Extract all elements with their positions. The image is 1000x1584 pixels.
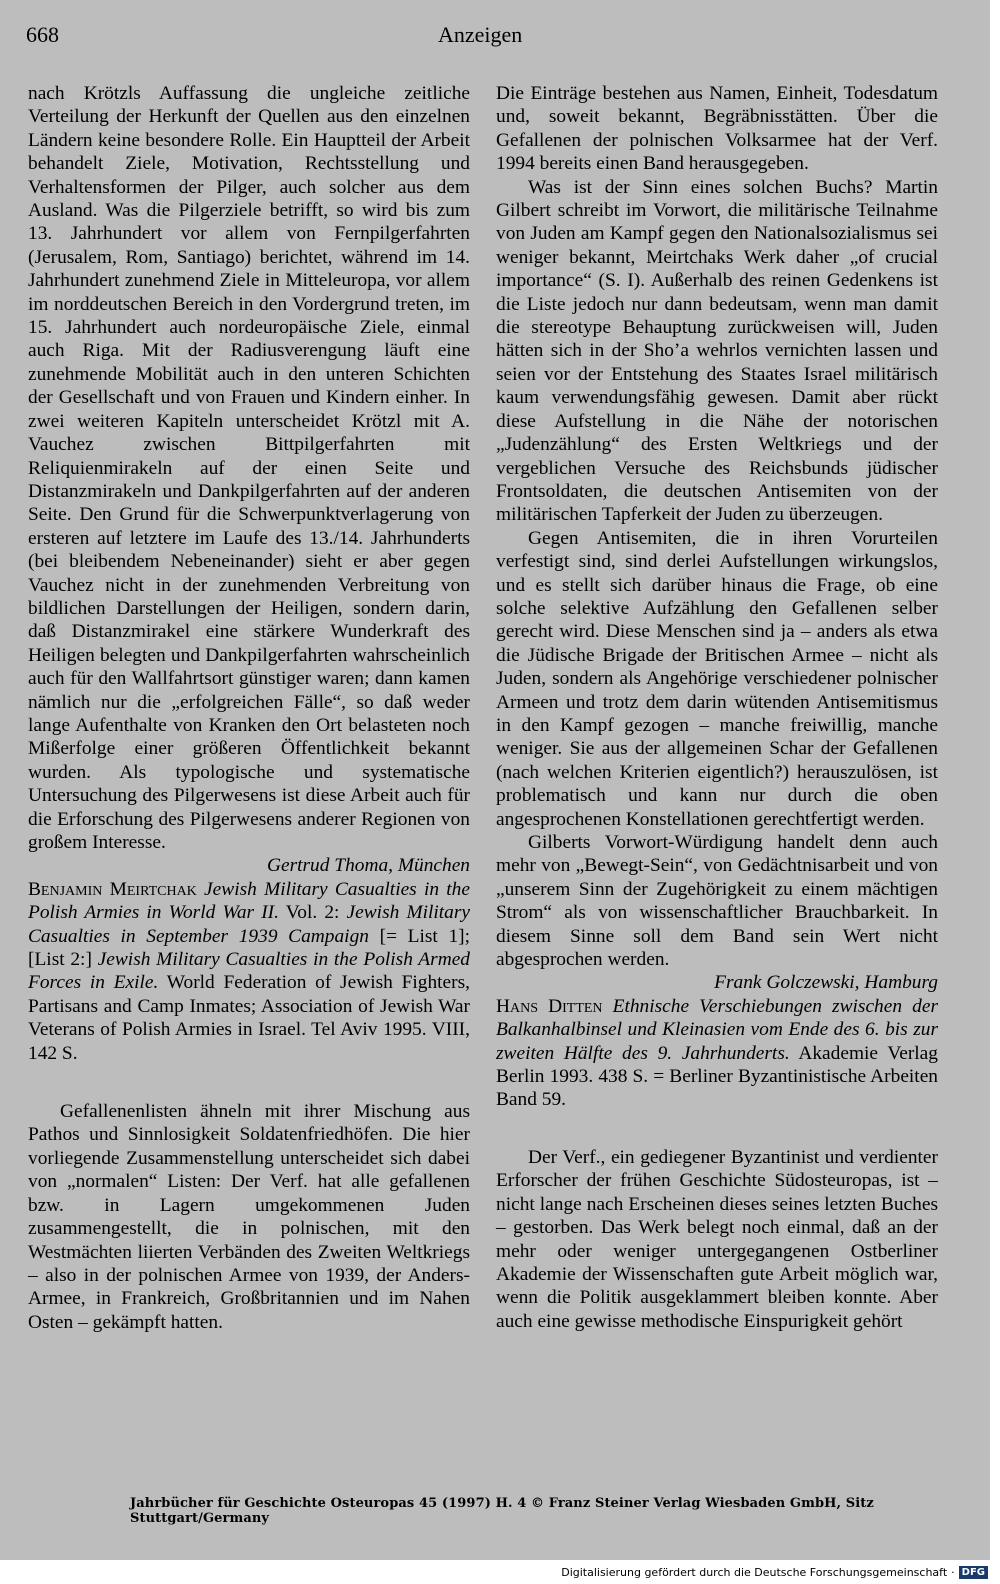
review2-body-p2: Was ist der Sinn eines solchen Buchs? Martin Gilbert schreibt im Vorwort, die militärische Teilnahme von Juden am Kampf gegen den Nationalsozialismus sei weniger bekannt, Meirtchaks Werk daher „of crucial importance“ (S. I). Außerhalb des reinen Gedenkens ist die Liste jedoch nur dann bedeutsam, wenn man damit die stereotype Behauptung zurückweisen will, Juden hätten sich in der Sho’a wehrlos vernichten lassen und seien vor der Entstehung des Staates Israel militärisch kaum verwendungsfähig gewesen. Damit aber rückt diese Aufstellung in die Nähe der notorischen „Judenzählung“ des Ersten Weltkriegs und der vergeblichen Versuche des Reichsbunds jüdischer Frontsoldaten, die deutschen Antisemiten von der militärischen Tapferkeit der Juden zu überzeugen. [496, 176, 938, 526]
review3-publication: Akademie Verlag Berlin 1993. 438 S. = Berliner Byzantinistische Arbeiten Band 59. [496, 1042, 938, 1111]
running-head: Anzeigen [438, 22, 523, 47]
review2-title-a: Jewish Military Casualties in the Polish Armies in World War II. [28, 878, 470, 924]
spacer [496, 1112, 938, 1146]
review2-body-p1: Gefallenenlisten ähneln mit ihrer Mischung aus Pathos und Sinnlosigkeit Soldatenfriedhöfen. Die hier vorliegende Zusammenstellung unterscheidet sich dabei von „normalen“ Listen: Der Verf. hat alle gefallenen bzw. in Lagern umgekommenen Juden zusammengestellt, die in polnischen, mit den Westmächten liierten Verbänden des Zweiten Weltkriegs – also in der polnischen Armee von 1939, der Anders-Armee, in Frankreich, Großbritannien und im Nahen Osten – gekämpft hatten. [28, 1101, 470, 1333]
review2-author: Benjamin Meirtchak [28, 878, 197, 900]
digitization-text: Digitalisierung gefördert durch die Deutsche Forschungsgemeinschaft [561, 1566, 948, 1579]
review2-signature: Frank Golczewski, Hamburg [714, 972, 938, 994]
journal-citation-footer: Jahrbücher für Geschichte Osteuropas 45 (1997) H. 4 © Franz Steiner Verlag Wiesbaden GmbH, Sitz Stuttgart/Germany [130, 1496, 874, 1526]
review1-body: nach Krötzls Auffassung die ungleiche zeitliche Verteilung der Herkunft der Quellen aus den einzelnen Ländern keine besondere Rolle. Ein Hauptteil der Arbeit behandelt Ziele, Motivation, Rechtsstellung und Verhaltensformen der Pilger, auch solcher aus dem Ausland. Was die Pilgerziele betrifft, so wird bis zum 13. Jahrhundert vor allem von Fernpilgerfahrten (Jerusalem, Rom, Santiago) berichtet, während im 14. Jahrhundert zunehmend Ziele in Mitteleuropa, vor allem im norddeutschen Bereich in den Vordergrund treten, im 15. Jahrhundert auch nordeuropäische Ziele, einmal auch Riga. Mit der Radiusverengung läuft eine zunehmende Mobilität auch in den unteren Schichten der Gesellschaft und von Frauen und Kindern einher. In zwei weiteren Kapiteln unterscheidet Krötzl mit A. Vauchez zwischen Bittpilgerfahrten mit Reliquienmirakeln auf der einen Seite und Distanzmirakeln und Dankpilgerfahrten auf der anderen Seite. Den Grund für die Schwerpunktverlagerung von ersteren auf letztere im Laufe des 13./14. Jahrhunderts (bei bleibendem Nebeneinander) sieht er aber gegen Vauchez nicht in der zunehmenden Verbreitung von bildlichen Darstellungen der Heiligen, sondern darin, daß Distanzmirakel eine stärkere Wunderkraft des Heiligen belegten und Dankpilgerfahrten wahrscheinlich auch für den Wallfahrtsort günstiger waren; dann kamen nämlich nur die „erfolgreichen Fälle“, so daß weder lange Aufenthalte von Kranken den Ort belasteten noch Mißerfolge einer größeren Öffentlichkeit bekannt wurden. Als typologische und systematische Untersuchung des Pilgerwesens ist diese Arbeit auch für die Erforschung des Pilgerwesens anderer Regionen von großem Interesse. [28, 83, 470, 853]
review3-title: Ethnische Verschiebungen zwischen der Balkanhalbinsel und Kleinasien vom Ende des 6. bis zur zweiten Hälfte des 9. Jahrhunderts. [496, 995, 938, 1064]
review2-body-p1-continued: Die Einträge bestehen aus Namen, Einheit, Todesdatum und, soweit bekannt, Begräbnisstätten. Über die Gefallenen der polnischen Volksarmee hat der Verf. 1994 bereits einen Band herausgegeben. [496, 83, 938, 175]
review2-body-p3: Gegen Antisemiten, die in ihren Vorurteilen verfestigt sind, sind derlei Aufstellungen wirkungslos, und es stellt sich darüber hinaus die Frage, ob eine solche selektive Aufzählung den Gefallenen selber gerecht wird. Diese Menschen sind ja – anders als etwa die Jüdische Brigade der Britischen Armee – nicht als Juden, sondern als Angehörige verschiedener polnischer Armeen und trotz dem darin wütenden Antisemitismus in den Kampf gezogen – manche freiwillig, manche weniger. Sie aus der allgemeinen Schar der Gefallenen (nach welchen Kriterien eigentlich?) herauszulösen, ist problematisch und kann nur durch die oben angesprochenen Konstellationen gerechtfertigt werden. [496, 527, 938, 830]
review2-volume: Vol. 2: [278, 902, 347, 924]
dfg-logo: DFG [959, 1566, 988, 1579]
review2-bibliography [28, 878, 470, 1065]
review2-publication: World Federation of Jewish Fighters, Partisans and Camp Inmates; Association of Jewish War Veterans of Polish Armies in Israel. Tel Aviv 1995. VIII, 142 S. [28, 972, 470, 1064]
review1-signature: Gertrud Thoma, München [266, 855, 470, 877]
review2-title-b: Jewish Military Casualties in September 1939 Campaign [28, 902, 470, 947]
spacer [28, 1065, 470, 1100]
review2-title-c: Jewish Military Casualties in the Polish Armed Forces in Exile. [28, 949, 470, 994]
left-column [28, 82, 470, 1334]
digitization-note: Digitalisierung gefördert durch die Deutsche Forschungsgemeinschaft · DFG [561, 1566, 988, 1579]
review3-body-p1: Der Verf., ein gediegener Byzantinist und verdienter Erforscher der frühen Geschichte Südosteuropas, ist – nicht lange nach Erscheinen dieses seines letzten Buches – gestorben. Das Werk belegt noch einmal, daß an der mehr oder weniger untergegangenen Ostberliner Akademie der Wissenschaften gute Arbeit möglich war, wenn die Politik ausgeklammert bleiben konnte. Aber auch eine gewisse methodische Einspurigkeit gehört [496, 1146, 938, 1332]
right-column [496, 82, 938, 1333]
review3-bibliography [496, 995, 938, 1112]
review2-list-note: [= List 1]; [List 2:] [28, 925, 470, 971]
page-number: 668 [26, 22, 59, 47]
review2-body-p4: Gilberts Vorwort-Würdigung handelt denn auch mehr von „Bewegt-Sein“, von Gedächtnisarbeit und von „unserem Sinn der Zugehörigkeit zu einem mächtigen Strom“ als von wissenschaftlicher Brauchbarkeit. In diesem Sinne soll dem Band sein Wert nicht abgesprochen werden. [496, 832, 938, 971]
review3-author: Hans Ditten [496, 995, 603, 1017]
page-header [26, 20, 966, 52]
